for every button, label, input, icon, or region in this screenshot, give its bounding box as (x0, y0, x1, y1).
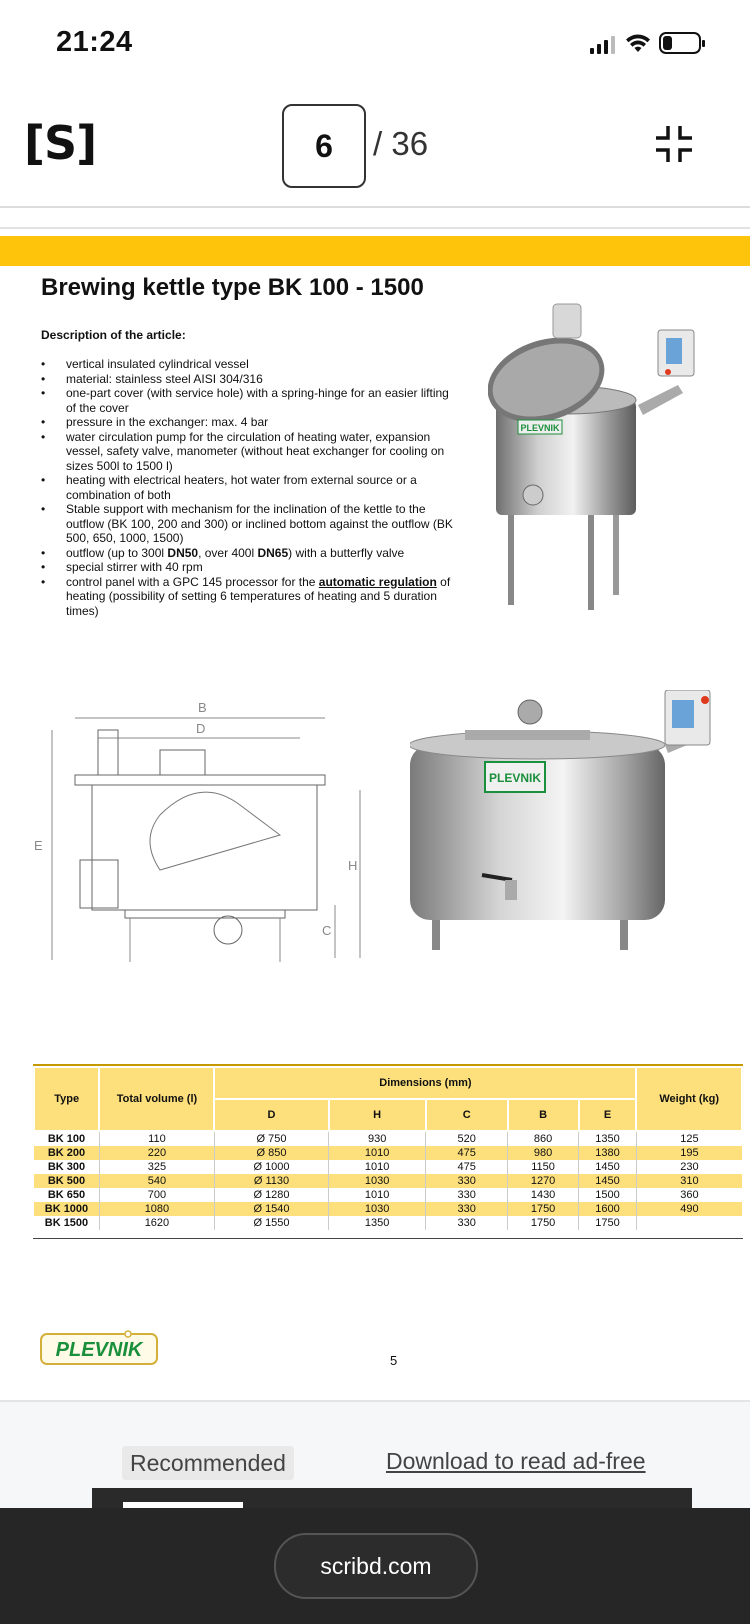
table-cell: BK 1000 (34, 1202, 99, 1216)
table-cell: 230 (636, 1160, 742, 1174)
table-cell: 1750 (508, 1216, 579, 1230)
table-cell: 1600 (579, 1202, 637, 1216)
table-cell: 360 (636, 1188, 742, 1202)
status-icons (588, 30, 728, 60)
table-cell: 1080 (99, 1202, 214, 1216)
list-item: • pressure in the exchanger: max. 4 bar (41, 415, 461, 430)
table-cell: Ø 1280 (214, 1188, 328, 1202)
status-bar (0, 0, 750, 90)
list-item: • special stirrer with 40 rpm (41, 560, 461, 575)
download-ad-free-link[interactable]: Download to read ad-free (386, 1448, 646, 1474)
table-row (34, 1188, 742, 1202)
table-cell: 1430 (508, 1188, 579, 1202)
table-cell: 310 (636, 1174, 742, 1188)
wifi-icon (626, 35, 650, 52)
divider (0, 227, 750, 229)
table-row (34, 1160, 742, 1174)
table-cell: 1270 (508, 1174, 579, 1188)
table-row (34, 1216, 742, 1230)
plevnik-logo (40, 1330, 158, 1366)
tank-brand-label-2: PLEVNIK (488, 771, 542, 785)
kettle-photo (488, 300, 728, 630)
table-cell: 475 (426, 1146, 508, 1160)
col-h: H (329, 1099, 426, 1131)
list-item: • control panel with a GPC 145 processor for the automatic regulation of heating (possibility of setting 6 temperatures of heating and 5 duration times) (41, 575, 461, 619)
table-row (34, 1146, 742, 1160)
table-cell: BK 200 (34, 1146, 99, 1160)
table-row (34, 1131, 742, 1146)
table-cell: 220 (99, 1146, 214, 1160)
table-cell: 330 (426, 1188, 508, 1202)
table-cell: Ø 1000 (214, 1160, 328, 1174)
collapse-icon[interactable] (654, 124, 694, 164)
table-cell: 125 (636, 1131, 742, 1146)
table-cell: 1380 (579, 1146, 637, 1160)
table-cell: Ø 1550 (214, 1216, 328, 1230)
technical-drawing (30, 690, 390, 1000)
col-b: B (508, 1099, 579, 1131)
recommended-tab[interactable]: Recommended (122, 1446, 294, 1480)
table-cell: 195 (636, 1146, 742, 1160)
page-total: / 36 (373, 125, 429, 162)
status-time: 21:24 (56, 26, 133, 58)
list-item: • vertical insulated cylindrical vessel (41, 357, 461, 372)
table-cell: 330 (426, 1202, 508, 1216)
table-cell: 930 (329, 1131, 426, 1146)
table-cell: 1010 (329, 1146, 426, 1160)
list-item: • outflow (up to 300l DN50, over 400l DN65) with a butterfly valve (41, 546, 461, 561)
printed-page-number: 5 (390, 1353, 398, 1368)
table-cell: 1620 (99, 1216, 214, 1230)
description-title: Description of the article: (41, 328, 186, 342)
table-cell: Ø 1540 (214, 1202, 328, 1216)
col-dimensions: Dimensions (mm) (214, 1067, 636, 1099)
col-e: E (579, 1099, 637, 1131)
table-cell: 1450 (579, 1174, 637, 1188)
page-number-input[interactable]: 6 (282, 104, 366, 188)
table-cell: 540 (99, 1174, 214, 1188)
table-cell: Ø 1130 (214, 1174, 328, 1188)
table-cell: 1500 (579, 1188, 637, 1202)
dim-d-label: D (196, 721, 206, 736)
table-cell: 980 (508, 1146, 579, 1160)
table-cell: 330 (426, 1216, 508, 1230)
table-cell: 325 (99, 1160, 214, 1174)
table-cell: 1350 (579, 1131, 637, 1146)
table-cell: 1030 (329, 1174, 426, 1188)
col-volume: Total volume (l) (99, 1067, 214, 1131)
dim-h-label: H (348, 858, 358, 873)
table-cell: BK 1500 (44, 1217, 89, 1229)
table-cell: 1750 (508, 1202, 579, 1216)
col-weight: Weight (kg) (636, 1067, 742, 1131)
url-bar[interactable]: scribd.com (274, 1533, 478, 1599)
tank-brand-label: PLEVNIK (520, 423, 560, 433)
dim-b-label: B (198, 700, 207, 715)
table-bottom-rule (33, 1238, 743, 1239)
dim-c-label: C (322, 923, 332, 938)
table-cell: 700 (99, 1188, 214, 1202)
kettle-photo-large (410, 690, 750, 1000)
table-cell: 1750 (579, 1216, 637, 1230)
scribd-logo[interactable]: [S] (24, 116, 97, 170)
table-cell: 1010 (329, 1160, 426, 1174)
table-cell: Ø 750 (214, 1131, 328, 1146)
list-item: • one-part cover (with service hole) with a spring-hinge for an easier lifting of the cover (41, 386, 461, 415)
table-row (34, 1202, 742, 1216)
document-title: Brewing kettle type BK 100 - 1500 (41, 274, 424, 301)
footer-logo-text: PLEVNIK (55, 1339, 143, 1361)
table-cell: Ø 850 (214, 1146, 328, 1160)
table-cell: 490 (636, 1202, 742, 1216)
table-cell: BK 100 (47, 1133, 86, 1145)
table-cell: 860 (508, 1131, 579, 1146)
table-cell: 330 (426, 1174, 508, 1188)
col-type: Type (34, 1067, 99, 1131)
table-cell: BK 650 (47, 1189, 86, 1201)
col-d: D (214, 1099, 328, 1131)
description-list (41, 357, 461, 618)
table-cell: BK 500 (34, 1174, 99, 1188)
table-cell: 475 (426, 1160, 508, 1174)
dim-e-label: E (34, 838, 43, 853)
signal-icon (590, 36, 615, 54)
table-cell: 1030 (329, 1202, 426, 1216)
table-row (34, 1174, 742, 1188)
spec-table (33, 1066, 743, 1230)
table-cell: 1150 (508, 1160, 579, 1174)
list-item: • Stable support with mechanism for the inclination of the kettle to the outflow (BK 100, 200 and 300) or inclined bottom against the outflow (BK 500, 650, 1000, 1500) (41, 502, 461, 546)
list-item: • water circulation pump for the circulation of heating water, expansion vessel, safety valve, manometer (without heat exchanger for cooling on sizes 500l to 1500 l) (41, 430, 461, 474)
table-cell: 1450 (579, 1160, 637, 1174)
table-cell: 520 (426, 1131, 508, 1146)
list-item: • material: stainless steel AISI 304/316 (41, 372, 461, 387)
table-cell: BK 300 (47, 1161, 86, 1173)
table-cell (636, 1216, 742, 1230)
table-cell: 1010 (329, 1188, 426, 1202)
table-cell: 1350 (329, 1216, 426, 1230)
list-item: • heating with electrical heaters, hot water from external source or a combination of both (41, 473, 461, 502)
table-cell: 110 (99, 1131, 214, 1146)
col-c: C (426, 1099, 508, 1131)
battery-icon (660, 33, 705, 53)
page-header-band (0, 236, 750, 266)
